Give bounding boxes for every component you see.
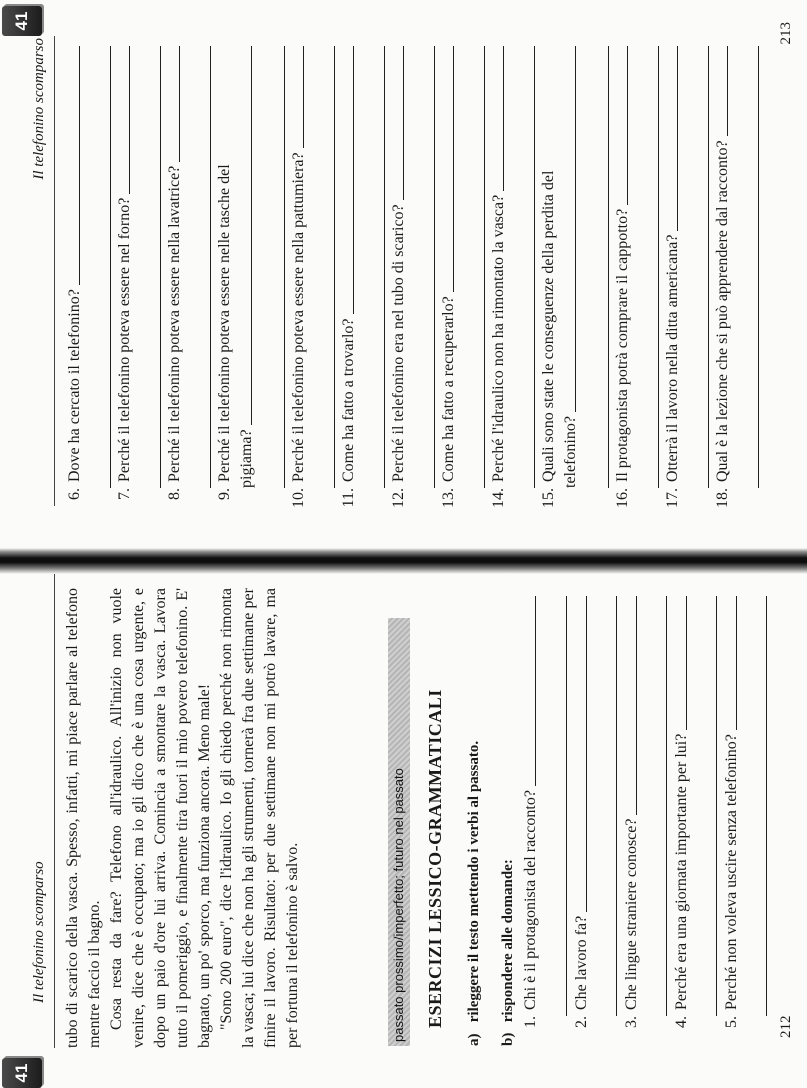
question-text: Perché il telefonino poteva essere nella lavatrice? (166, 165, 183, 482)
answer-line[interactable] (110, 46, 111, 488)
question-number: 12. (390, 488, 407, 508)
question-2 (573, 596, 591, 1036)
question-number: 4. (673, 1016, 690, 1028)
instruction-b (500, 859, 517, 1046)
question-number: 16. (614, 488, 631, 508)
answer-line[interactable] (484, 46, 485, 488)
question-text: pigiama? (238, 429, 255, 488)
question-number: 7. (116, 488, 133, 500)
question-text: Dove ha cercato il telefonino? (66, 289, 83, 482)
question-text: telefonino? (562, 416, 579, 488)
question-15 (540, 46, 558, 516)
question-text: Otterrà il lavoro nella ditta americana? (664, 234, 681, 482)
question-text: Chi è il protagonista del racconto? (522, 790, 539, 1010)
page-number: 213 (778, 22, 794, 45)
question-text: Qual è la lezione che si può apprendere dal racconto? (714, 140, 731, 482)
answer-blank[interactable] (352, 46, 354, 315)
question-text: Come ha fatto a recuperarlo? (440, 296, 457, 482)
question-number: 8. (166, 488, 183, 500)
instruction-a (466, 741, 483, 1046)
chapter-tab: 41 (2, 1058, 42, 1088)
question-13 (440, 46, 458, 516)
answer-line[interactable] (616, 596, 617, 1016)
question-11 (340, 46, 358, 516)
question-text: Perché il telefonino poteva essere nella pattumiera? (290, 152, 307, 482)
running-title: Il telefonino scomparso (31, 861, 47, 1003)
answer-blank[interactable] (178, 46, 180, 162)
answer-blank[interactable] (626, 46, 628, 205)
answer-blank[interactable] (128, 46, 130, 194)
instruction-letter: a) (466, 1033, 482, 1046)
question-3 (623, 596, 641, 1036)
answer-line[interactable] (160, 46, 161, 488)
story-text (62, 588, 304, 1048)
paragraph: tubo di scarico della vasca. Spesso, infatti, mi piace parlare al telefono mentre faccio il bagno. (64, 588, 103, 1048)
question-number: 5. (723, 1016, 740, 1028)
question-17 (664, 46, 682, 516)
answer-blank[interactable] (676, 46, 678, 231)
chapter-tab: 41 (2, 6, 42, 36)
answer-blank[interactable] (452, 46, 454, 292)
answer-line[interactable] (284, 46, 285, 488)
question-7 (116, 46, 134, 516)
question-text: Quali sono state le conseguenze della perdita del (540, 170, 557, 482)
question-12 (390, 46, 408, 516)
question-text: Perché era una giornata importante per lui? (673, 733, 690, 1010)
question-number: 13. (440, 488, 457, 508)
question-14 (490, 46, 508, 516)
question-text: Perché non voleva uscire senza telefonino? (723, 734, 740, 1010)
answer-line[interactable] (658, 46, 659, 488)
grammar-topic-banner: passato prossimo/imperfetto; futuro nel passato (388, 618, 410, 1046)
question-number: 14. (490, 488, 507, 508)
answer-blank[interactable] (78, 46, 80, 285)
answer-line[interactable] (566, 596, 567, 1016)
question-text: Perché il telefonino poteva essere nel forno? (116, 197, 133, 482)
answer-line[interactable] (608, 46, 609, 488)
answer-line[interactable] (708, 46, 709, 488)
answer-line[interactable] (334, 46, 335, 488)
question-8 (166, 46, 184, 516)
page-number: 212 (778, 1015, 794, 1038)
answer-blank[interactable] (251, 46, 252, 425)
page-left (0, 550, 807, 1088)
answer-blank[interactable] (302, 46, 304, 148)
question-text: Come ha fatto a trovarlo? (340, 318, 357, 482)
answer-line[interactable] (384, 46, 385, 488)
answer-line[interactable] (210, 46, 211, 488)
question-18 (714, 46, 732, 516)
running-head (14, 568, 55, 1048)
question-4 (673, 596, 691, 1036)
question-text: Perché il telefonino poteva essere nelle tasche del (216, 164, 233, 482)
question-number: 9. (216, 488, 233, 500)
question-1 (522, 596, 540, 1036)
instruction-text: rispondere alle domande: (500, 859, 516, 1023)
question-text: Che lavoro fa? (573, 915, 590, 1010)
question-number: 11. (340, 488, 357, 508)
answer-blank[interactable] (575, 46, 576, 412)
question-number: 15. (540, 488, 557, 508)
question-9 (216, 46, 234, 516)
question-number: 1. (522, 1016, 539, 1028)
question-text: Perché il telefonino era nel tubo di scarico? (390, 204, 407, 482)
question-number: 10. (290, 488, 307, 508)
page-right (0, 0, 807, 536)
answer-blank[interactable] (402, 46, 404, 200)
answer-blank[interactable] (685, 596, 687, 730)
running-head (14, 36, 55, 506)
book-spine (0, 548, 807, 574)
question-number: 18. (714, 488, 731, 508)
question-text: Che lingue straniere conosce? (623, 818, 640, 1010)
question-15-continuation (562, 46, 580, 488)
answer-line[interactable] (434, 46, 435, 488)
instruction-text: rileggere il testo mettendo i verbi al passato. (466, 740, 482, 1023)
instruction-letter: b) (500, 1032, 516, 1046)
question-number: 3. (623, 1016, 640, 1028)
running-title: Il telefonino scomparso (31, 38, 47, 180)
question-16 (614, 46, 632, 516)
answer-line[interactable] (758, 46, 759, 488)
question-9-continuation (238, 46, 256, 488)
question-5 (723, 596, 741, 1036)
question-number: 2. (573, 1016, 590, 1028)
question-text: Il protagonista potrà comprare il cappotto? (614, 208, 631, 482)
answer-line[interactable] (666, 596, 667, 1016)
answer-blank[interactable] (735, 596, 737, 730)
question-10 (290, 46, 308, 516)
paragraph: "Sono 200 euro", dice l'idraulico. Io gli chiedo perché non rimonta la vasca; lui dice che non ha gli strumenti, tornerà fra due settimane per finire il lavoro. Risultato: per due settimane non mi potrò lavare, ma per fortuna il telefonino è salvo. (218, 588, 301, 1048)
question-number: 6. (66, 488, 83, 500)
answer-line[interactable] (766, 596, 767, 1016)
answer-line[interactable] (534, 46, 535, 488)
exercises-title: ESERCIZI LESSICO-GRAMMATICALI (425, 689, 445, 1028)
question-number: 17. (664, 488, 681, 508)
answer-blank[interactable] (502, 46, 504, 191)
answer-blank[interactable] (635, 596, 637, 815)
question-text: Perché l'idraulico non ha rimontato la vasca? (490, 194, 507, 482)
answer-blank[interactable] (585, 596, 587, 912)
answer-line[interactable] (716, 596, 717, 1016)
answer-blank[interactable] (726, 46, 728, 136)
question-6 (66, 46, 84, 516)
answer-blank[interactable] (534, 596, 536, 786)
paragraph: Cosa resta da fare? Telefono all'idraulico. All'inizio non vuole venire, dice che è occupato; ma io gli dico che è una cosa urgente, e dopo un paio d'ore lui arriva. Comincia a smontare la vasca. Lavora tutto il pomeriggio, e finalmente tira fuori il mio povero telefonino. E' bagnato, un po' sporco, ma funziona ancora. Meno male! (108, 588, 213, 1048)
